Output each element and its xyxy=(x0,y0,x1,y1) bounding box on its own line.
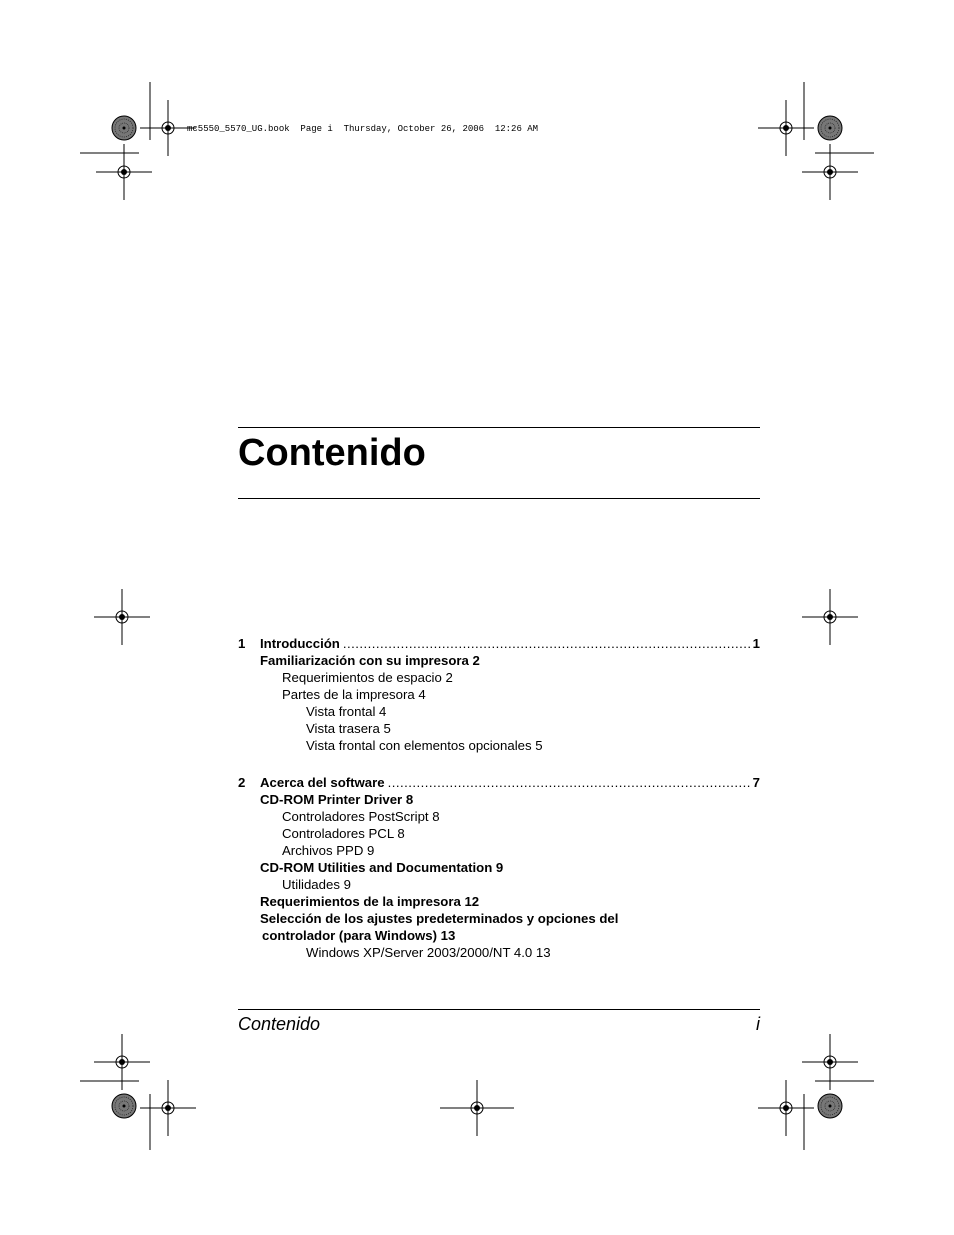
footer-page-number: i xyxy=(756,1014,760,1034)
star-target-icon xyxy=(112,116,136,140)
toc-entry[interactable] xyxy=(238,686,760,703)
star-target-icon xyxy=(818,1094,842,1118)
toc-entry-text: Controladores PCL 8 xyxy=(282,826,405,841)
toc-entry[interactable] xyxy=(238,876,760,893)
registration-mark-icon xyxy=(96,144,152,200)
toc-entry-text: Windows XP/Server 2003/2000/NT 4.0 13 xyxy=(306,945,551,960)
registration-mark-icon xyxy=(94,589,150,645)
dot-leader xyxy=(343,635,750,652)
toc-entry[interactable] xyxy=(238,703,760,720)
dot-leader xyxy=(388,774,750,791)
toc-entry-text: controlador (para Windows) 13 xyxy=(262,928,456,943)
toc-entry-text: Utilidades 9 xyxy=(282,877,351,892)
toc-entry[interactable] xyxy=(238,652,760,669)
footer-section-title: Contenido xyxy=(238,1014,321,1034)
toc-entry-text: Familiarización con su impresora 2 xyxy=(260,653,480,668)
toc-chapter-1[interactable] xyxy=(238,635,760,652)
toc-entry[interactable] xyxy=(238,927,760,944)
title-rule-bottom xyxy=(238,498,760,499)
toc-chapter-number: 2 xyxy=(238,775,246,790)
toc-entry[interactable] xyxy=(238,944,760,961)
toc-entry-text: CD-ROM Printer Driver 8 xyxy=(260,792,414,807)
registration-mark-icon xyxy=(802,1034,858,1090)
registration-mark-icon xyxy=(94,1034,150,1090)
toc-entry-text: Archivos PPD 9 xyxy=(282,843,375,858)
toc-entry[interactable] xyxy=(238,791,760,808)
toc-entry-text: Controladores PostScript 8 xyxy=(282,809,440,824)
toc-entry[interactable] xyxy=(238,808,760,825)
toc-entry-text: Selección de los ajustes predeterminados y opciones del xyxy=(260,911,619,926)
toc-entry-text: Vista frontal con elementos opcionales 5 xyxy=(306,738,543,753)
toc-entry[interactable] xyxy=(238,893,760,910)
print-slug: mc5550_5570_UG.book Page i Thursday, October 26, 2006 12:26 AM xyxy=(187,124,539,134)
toc-chapter-number: 1 xyxy=(238,636,246,651)
title-rule-top xyxy=(238,427,760,428)
registration-mark-icon xyxy=(802,144,858,200)
toc-entry-text: CD-ROM Utilities and Documentation 9 xyxy=(260,860,504,875)
toc-entry[interactable] xyxy=(238,910,760,927)
toc-entry-text: Vista trasera 5 xyxy=(306,721,391,736)
page-title: Contenido xyxy=(238,432,426,474)
toc-chapter-2[interactable] xyxy=(238,774,760,791)
toc-chapter-title: Introducción xyxy=(260,636,340,651)
toc-entry-text: Vista frontal 4 xyxy=(306,704,387,719)
registration-mark-icon xyxy=(758,1080,814,1136)
toc-chapter-page: 1 xyxy=(752,636,760,651)
star-target-icon xyxy=(818,116,842,140)
toc-entry[interactable] xyxy=(238,859,760,876)
toc-entry-text: Requerimientos de espacio 2 xyxy=(282,670,453,685)
toc-entry[interactable] xyxy=(238,669,760,686)
toc-entry-text: Partes de la impresora 4 xyxy=(282,687,426,702)
registration-mark-icon xyxy=(802,589,858,645)
registration-mark-icon xyxy=(758,100,814,156)
toc-entry[interactable] xyxy=(238,720,760,737)
toc-entry[interactable] xyxy=(238,825,760,842)
toc-chapter-page: 7 xyxy=(752,775,760,790)
toc-chapter-title: Acerca del software xyxy=(260,775,385,790)
registration-mark-icon xyxy=(140,1080,196,1136)
toc-entry-text: Requerimientos de la impresora 12 xyxy=(260,894,480,909)
star-target-icon xyxy=(112,1094,136,1118)
toc-entry[interactable] xyxy=(238,737,760,754)
footer-rule xyxy=(238,1009,760,1010)
toc-entry[interactable] xyxy=(238,842,760,859)
